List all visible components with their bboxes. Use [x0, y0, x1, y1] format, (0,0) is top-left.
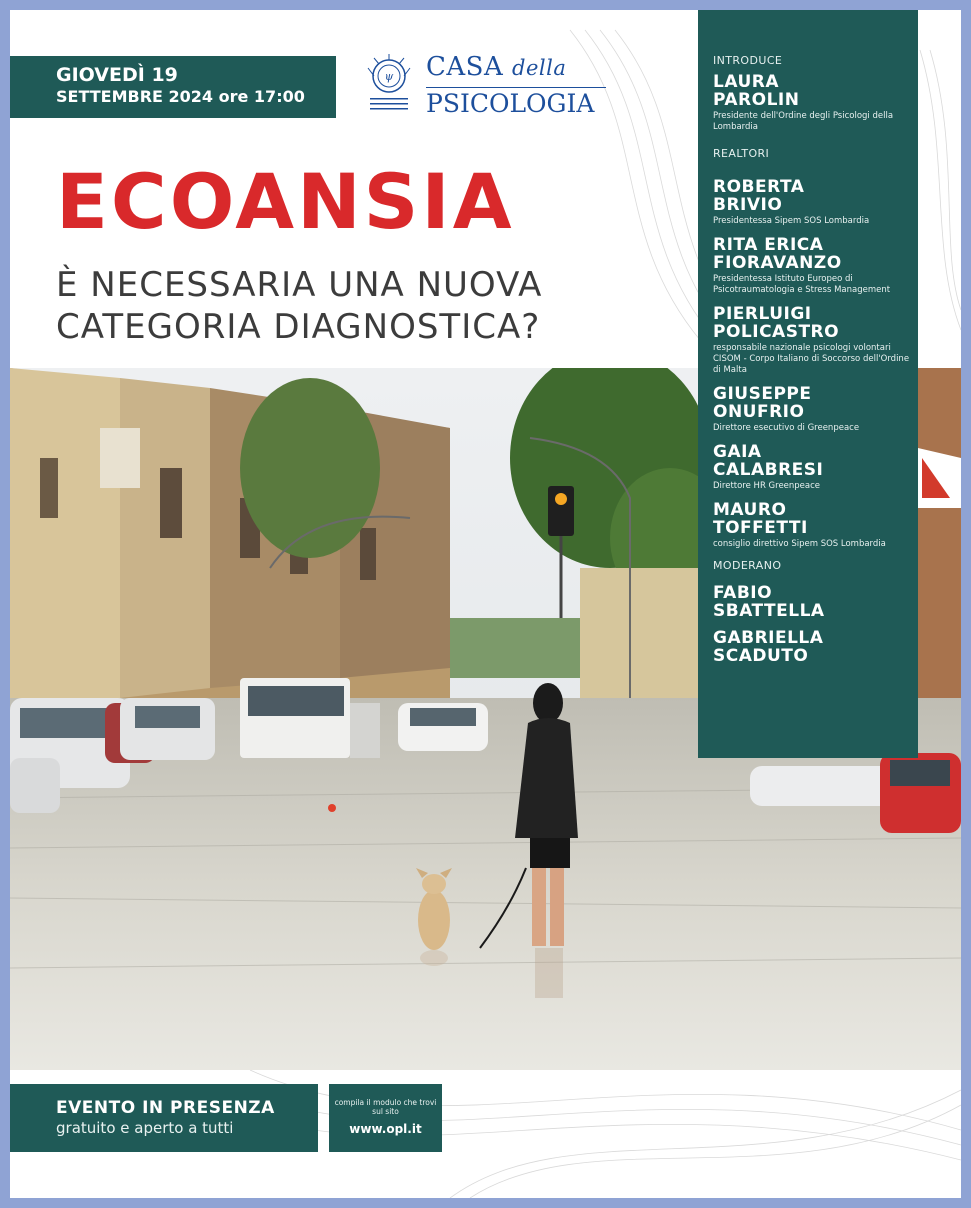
speaker-relatore	[713, 236, 918, 296]
speakers-panel	[698, 10, 918, 758]
speaker-moderatore	[713, 584, 918, 620]
event-type: EVENTO IN PRESENZA	[56, 1098, 275, 1118]
subtitle-line-2: CATEGORIA DIAGNOSTICA?	[56, 307, 541, 347]
svg-text:ψ: ψ	[384, 70, 394, 83]
speaker-role: Presidente dell'Ordine degli Psicologi della Lombardia	[713, 111, 894, 132]
speaker-moderatore	[713, 629, 918, 665]
speaker-name: GABRIELLA SCADUTO	[713, 628, 824, 666]
speaker-relatore	[713, 305, 918, 376]
logo-word-psicologia: PSICOLOGIA	[426, 89, 595, 118]
event-poster	[10, 10, 961, 1198]
event-day: GIOVEDÌ 19	[56, 64, 178, 86]
speaker-name: MAURO TOFFETTI	[713, 500, 808, 538]
speaker-name: FABIO SBATTELLA	[713, 583, 825, 621]
speaker-name: RITA ERICA FIORAVANZO	[713, 235, 842, 273]
website-link[interactable]: www.opl.it	[349, 1122, 422, 1136]
opl-logo-icon	[362, 52, 416, 118]
subtitle-line-1: È NECESSARIA UNA NUOVA	[56, 265, 543, 305]
speaker-role: Direttore esecutivo di Greenpeace	[713, 423, 860, 433]
introduce-label: INTRODUCE	[713, 54, 783, 67]
moderano-label: MODERANO	[713, 559, 782, 572]
speaker-relatore	[713, 501, 918, 550]
speaker-name: LAURA PAROLIN	[713, 72, 800, 110]
speaker-name: PIERLUIGI POLICASTRO	[713, 304, 840, 342]
registration-box[interactable]	[329, 1084, 442, 1152]
event-date-time: SETTEMBRE 2024 ore 17:00	[56, 87, 305, 106]
logo-casa-della	[426, 52, 566, 82]
event-format-box	[10, 1084, 318, 1152]
speaker-role: Direttore HR Greenpeace	[713, 481, 821, 491]
speaker-introducer	[713, 73, 918, 133]
speaker-name: GAIA CALABRESI	[713, 442, 824, 480]
event-note: gratuito e aperto a tutti	[56, 1119, 234, 1137]
event-title: ECOANSIA	[56, 157, 515, 246]
casa-della-psicologia-logo	[362, 50, 612, 122]
speaker-relatore	[713, 385, 918, 434]
speaker-role: Presidentessa Istituto Europeo di Psicotraumatologia e Stress Management	[713, 274, 891, 295]
speaker-relatore	[713, 178, 918, 227]
logo-divider	[426, 87, 606, 88]
logo-word-casa: CASA	[426, 52, 504, 82]
speaker-name: GIUSEPPE ONUFRIO	[713, 384, 812, 422]
speaker-role: Presidentessa Sipem SOS Lombardia	[713, 216, 870, 226]
speaker-role: responsabile nazionale psicologi volontari CISOM - Corpo Italiano di Soccorso dell'Ordine di Malta	[713, 343, 910, 375]
event-subtitle	[56, 264, 696, 348]
speaker-role: consiglio direttivo Sipem SOS Lombardia	[713, 539, 886, 549]
event-date-box	[10, 56, 336, 118]
speaker-relatore	[713, 443, 918, 492]
logo-word-della: della	[512, 56, 567, 80]
speaker-name: ROBERTA BRIVIO	[713, 177, 805, 215]
relatori-label: REALTORI	[713, 147, 770, 160]
registration-note: compila il modulo che trovi sul sito	[334, 1098, 437, 1116]
